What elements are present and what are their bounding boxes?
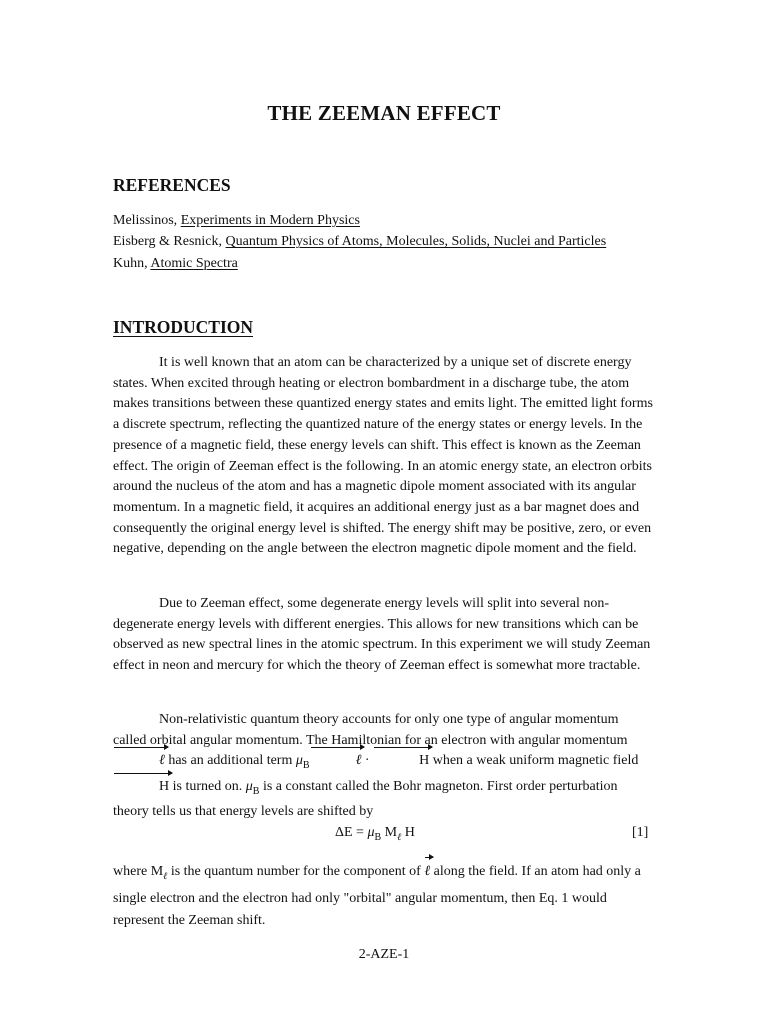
- references-list: [113, 210, 606, 274]
- angular-momentum-vector: ℓ: [424, 861, 430, 883]
- reference-item: Kuhn, Atomic Spectra: [113, 255, 238, 271]
- page-number: 2-AZE-1: [358, 947, 410, 962]
- paragraph: Non-relativistic quantum theory accounts for only one type of angular momentum called orbital angular momentum. The Hamiltonian for an electron with angular momentum ℓ has an additional term $\mu_B$ ℓ · H when a weak uniform magnetic field H is turned on. $\mu_B$ is a constant called the Bohr magneton. First order perturbation theory tells us that energy levels are shifted by: [113, 712, 639, 820]
- paragraph: Due to Zeeman effect, some degenerate energy levels will split into several non-degenerate energy levels with different energies. This allows for new transitions which can be observed as new spectral lines in the atomic spectrum. In this experiment we will study Zeeman effect in neon and mercury for which the theory of Zeeman effect is somewhat more tractable.: [113, 596, 651, 674]
- magnetic-field-vector: H: [113, 777, 169, 798]
- paragraph: where $M_\ell$ is the quantum number for the component of ℓ along the field. If an atom had only a single electron and the electron had only "orbital" angular momentum, then Eq. 1 would represent the Zeeman shift.: [113, 861, 653, 932]
- paragraph: It is well known that an atom can be characterized by a unique set of discrete energy states. When excited through heating or electron bombardment in a discharge tube, the atom makes transitions between these quantized energy states and emits light. The emitted light forms a discrete spectrum, reflecting the quantized nature of the energy states or energy levels. In the presence of a magnetic field, these energy levels can shift. This effect is known as the Zeeman effect. The origin of Zeeman effect is the following. In an atomic energy state, an electron orbits around the nucleus of the atom and has a magnetic dipole moment associated with its angular momentum. In a magnetic field, it acquires an additional energy just as a bar magnet does and consequently the original energy level is shifted. The energy shift may be positive, zero, or even negative, depending on the angle between the electron magnetic dipole moment and the field.: [113, 355, 653, 557]
- equation-1: $\Delta E = \mu_B$ $M_\ell$ H: [335, 825, 415, 843]
- introduction-heading: INTRODUCTION: [113, 317, 254, 337]
- zeeman-term: $\mu_B$ ℓ · H: [295, 753, 430, 772]
- angular-momentum-vector: ℓ: [113, 751, 165, 772]
- reference-item: Melissinos, Experiments in Modern Physics: [113, 213, 360, 228]
- bohr-magneton-symbol: $\mu_B$: [245, 778, 260, 797]
- reference-title: Experiments in Modern Physics: [180, 213, 360, 228]
- reference-title: Quantum Physics of Atoms, Molecules, Solids, Nuclei and Particles: [225, 234, 607, 250]
- reference-item: Eisberg & Resnick, Quantum Physics of Atoms, Molecules, Solids, Nuclei and Particles: [113, 234, 607, 250]
- reference-title: Atomic Spectra: [150, 255, 238, 271]
- equation-number: [1]: [632, 825, 649, 840]
- references-heading: REFERENCES: [113, 175, 231, 195]
- document-title: THE ZEEMAN EFFECT: [267, 101, 501, 125]
